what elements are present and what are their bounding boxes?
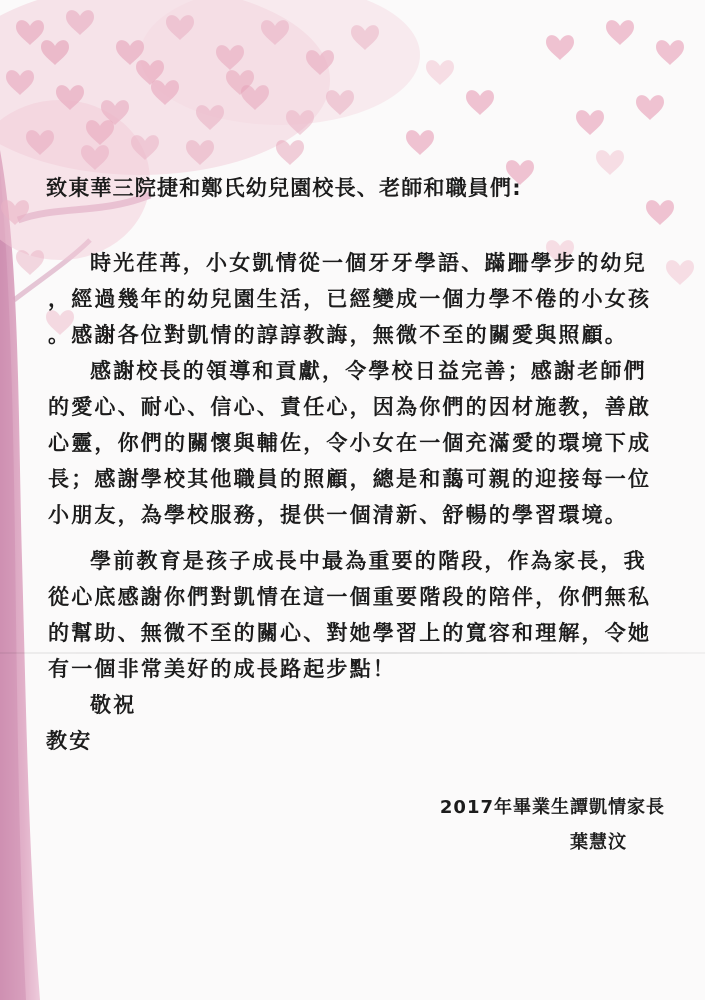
paragraph-line: 心靈，你們的關懷與輔佐，令小女在一個充滿愛的環境下成 bbox=[48, 431, 652, 455]
paragraph-line: 有一個非常美好的成長路起步點！ bbox=[48, 657, 396, 681]
paragraph-line: 長；感謝學校其他職員的照顧，總是和藹可親的迎接每一位 bbox=[48, 467, 652, 491]
paragraph-line: 感謝校長的領導和貢獻，令學校日益完善；感謝老師們 bbox=[90, 359, 647, 383]
paragraph-line: 的幫助、無微不至的關心、對她學習上的寬容和理解，令她 bbox=[48, 621, 652, 645]
paragraph-line: 小朋友，為學校服務，提供一個清新、舒暢的學習環境。 bbox=[48, 503, 628, 527]
paragraph-line: 從心底感謝你們對凱情在這一個重要階段的陪伴，你們無私 bbox=[48, 585, 652, 609]
paragraph-line: 的愛心、耐心、信心、責任心，因為你們的因材施教，善啟 bbox=[48, 395, 652, 419]
paragraph-line: ，經過幾年的幼兒園生活，已經變成一個力學不倦的小女孩 bbox=[48, 287, 652, 311]
signature-name: 葉慧汶 bbox=[570, 832, 627, 853]
signature-title: 2017年畢業生譚凱情家長 bbox=[439, 797, 665, 818]
paragraph-line: 。感謝各位對凱情的諄諄教誨，無微不至的關愛與照顧。 bbox=[48, 323, 628, 347]
paragraph-line: 時光荏苒，小女凱情從一個牙牙學語、蹣跚學步的幼兒 bbox=[90, 251, 647, 275]
closing-greeting: 敬祝 bbox=[90, 693, 137, 717]
salutation: 致東華三院捷和鄭氏幼兒園校長、老師和職員們: bbox=[46, 176, 522, 200]
paragraph-line: 學前教育是孩子成長中最為重要的階段，作為家長，我 bbox=[90, 549, 647, 573]
closing-wish: 教安 bbox=[46, 729, 93, 753]
